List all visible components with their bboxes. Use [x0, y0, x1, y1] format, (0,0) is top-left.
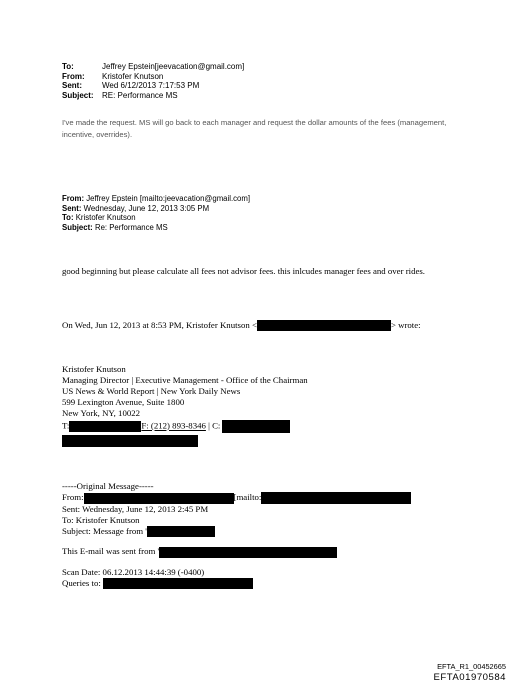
redaction-box: [84, 493, 234, 504]
fwd-from-value: Jeffrey Epstein [mailto:jeevacation@gmail.com]: [86, 194, 251, 203]
footer-id-1: EFTA_R1_00452665: [437, 662, 506, 671]
phone-t-label: T:: [62, 420, 70, 431]
fwd-to-value: Kristofer Knutson: [75, 213, 136, 223]
from-label: From:: [62, 71, 85, 81]
fwd-subject-label: Subject:: [62, 222, 93, 232]
from-value: Kristofer Knutson: [102, 71, 164, 81]
subject-value: RE: Performance MS: [102, 90, 178, 100]
quote-line: [62, 320, 421, 331]
redaction-box: [147, 526, 215, 537]
signature-name: Kristofer Knutson: [62, 364, 126, 374]
original-from-label: From:: [62, 492, 84, 503]
sent-value: Wed 6/12/2013 7:17:53 PM: [102, 81, 200, 91]
redaction-box: [69, 421, 141, 432]
queries-label: Queries to:: [62, 577, 101, 588]
footer-id-2: EFTA01970584: [433, 672, 506, 683]
signature-address2: New York, NY, 10022: [62, 408, 141, 418]
quote-prefix: On Wed, Jun 12, 2013 at 8:53 PM, Kristofer Knutson <: [62, 320, 257, 330]
redaction-box: [159, 547, 337, 558]
fwd-sent-value: Wednesday, June 12, 2013 3:05 PM: [83, 203, 210, 213]
phone-c-label: | C:: [205, 420, 221, 431]
fwd-from-label: From:: [62, 194, 85, 203]
redaction-box: [222, 420, 290, 433]
signature: [62, 364, 308, 447]
fwd-sent-label: Sent:: [62, 203, 82, 213]
redaction-box: [257, 320, 391, 331]
subject-label: Subject:: [62, 90, 94, 100]
redaction-box: [103, 578, 253, 589]
redaction-box: [62, 435, 198, 447]
to-label: To:: [62, 62, 74, 71]
signature-company: US News & World Report | New York Daily News: [62, 386, 241, 396]
original-message: [62, 481, 411, 589]
email-sent-from: This E-mail was sent from ': [62, 546, 160, 557]
scan-date: Scan Date: 06.12.2013 14:44:39 (-0400): [62, 566, 205, 577]
quote-suffix: > wrote:: [390, 320, 421, 330]
epstein-message: good beginning but please calculate all fees not advisor fees. this inlcudes manager fees and over rides.: [62, 266, 425, 276]
signature-address1: 599 Lexington Avenue, Suite 1800: [62, 397, 185, 407]
original-subject: Subject: Message from ': [62, 526, 147, 536]
phone-f[interactable]: F: (212) 893-8346: [141, 420, 206, 431]
signature-title: Managing Director | Executive Management - Office of the Chairman: [62, 375, 308, 385]
original-mailto: [mailto:: [233, 492, 262, 503]
email-header: [62, 62, 244, 100]
fwd-to-label: To:: [62, 213, 74, 223]
to-value: Jeffrey Epstein[jeevacation@gmail.com]: [102, 62, 245, 71]
fwd-subject-value: Re: Performance MS: [94, 222, 168, 232]
sent-label: Sent:: [62, 81, 82, 91]
redaction-box: [261, 492, 411, 504]
original-to: To: Kristofer Knutson: [62, 515, 140, 525]
forward-header: [62, 194, 250, 232]
original-divider: -----Original Message-----: [62, 481, 154, 491]
reply-text: I've made the request. MS will go back to each manager and request the dollar amounts of the fees (management, incentive, overrides).: [62, 118, 447, 139]
original-sent: Sent: Wednesday, June 12, 2013 2:45 PM: [62, 504, 209, 514]
